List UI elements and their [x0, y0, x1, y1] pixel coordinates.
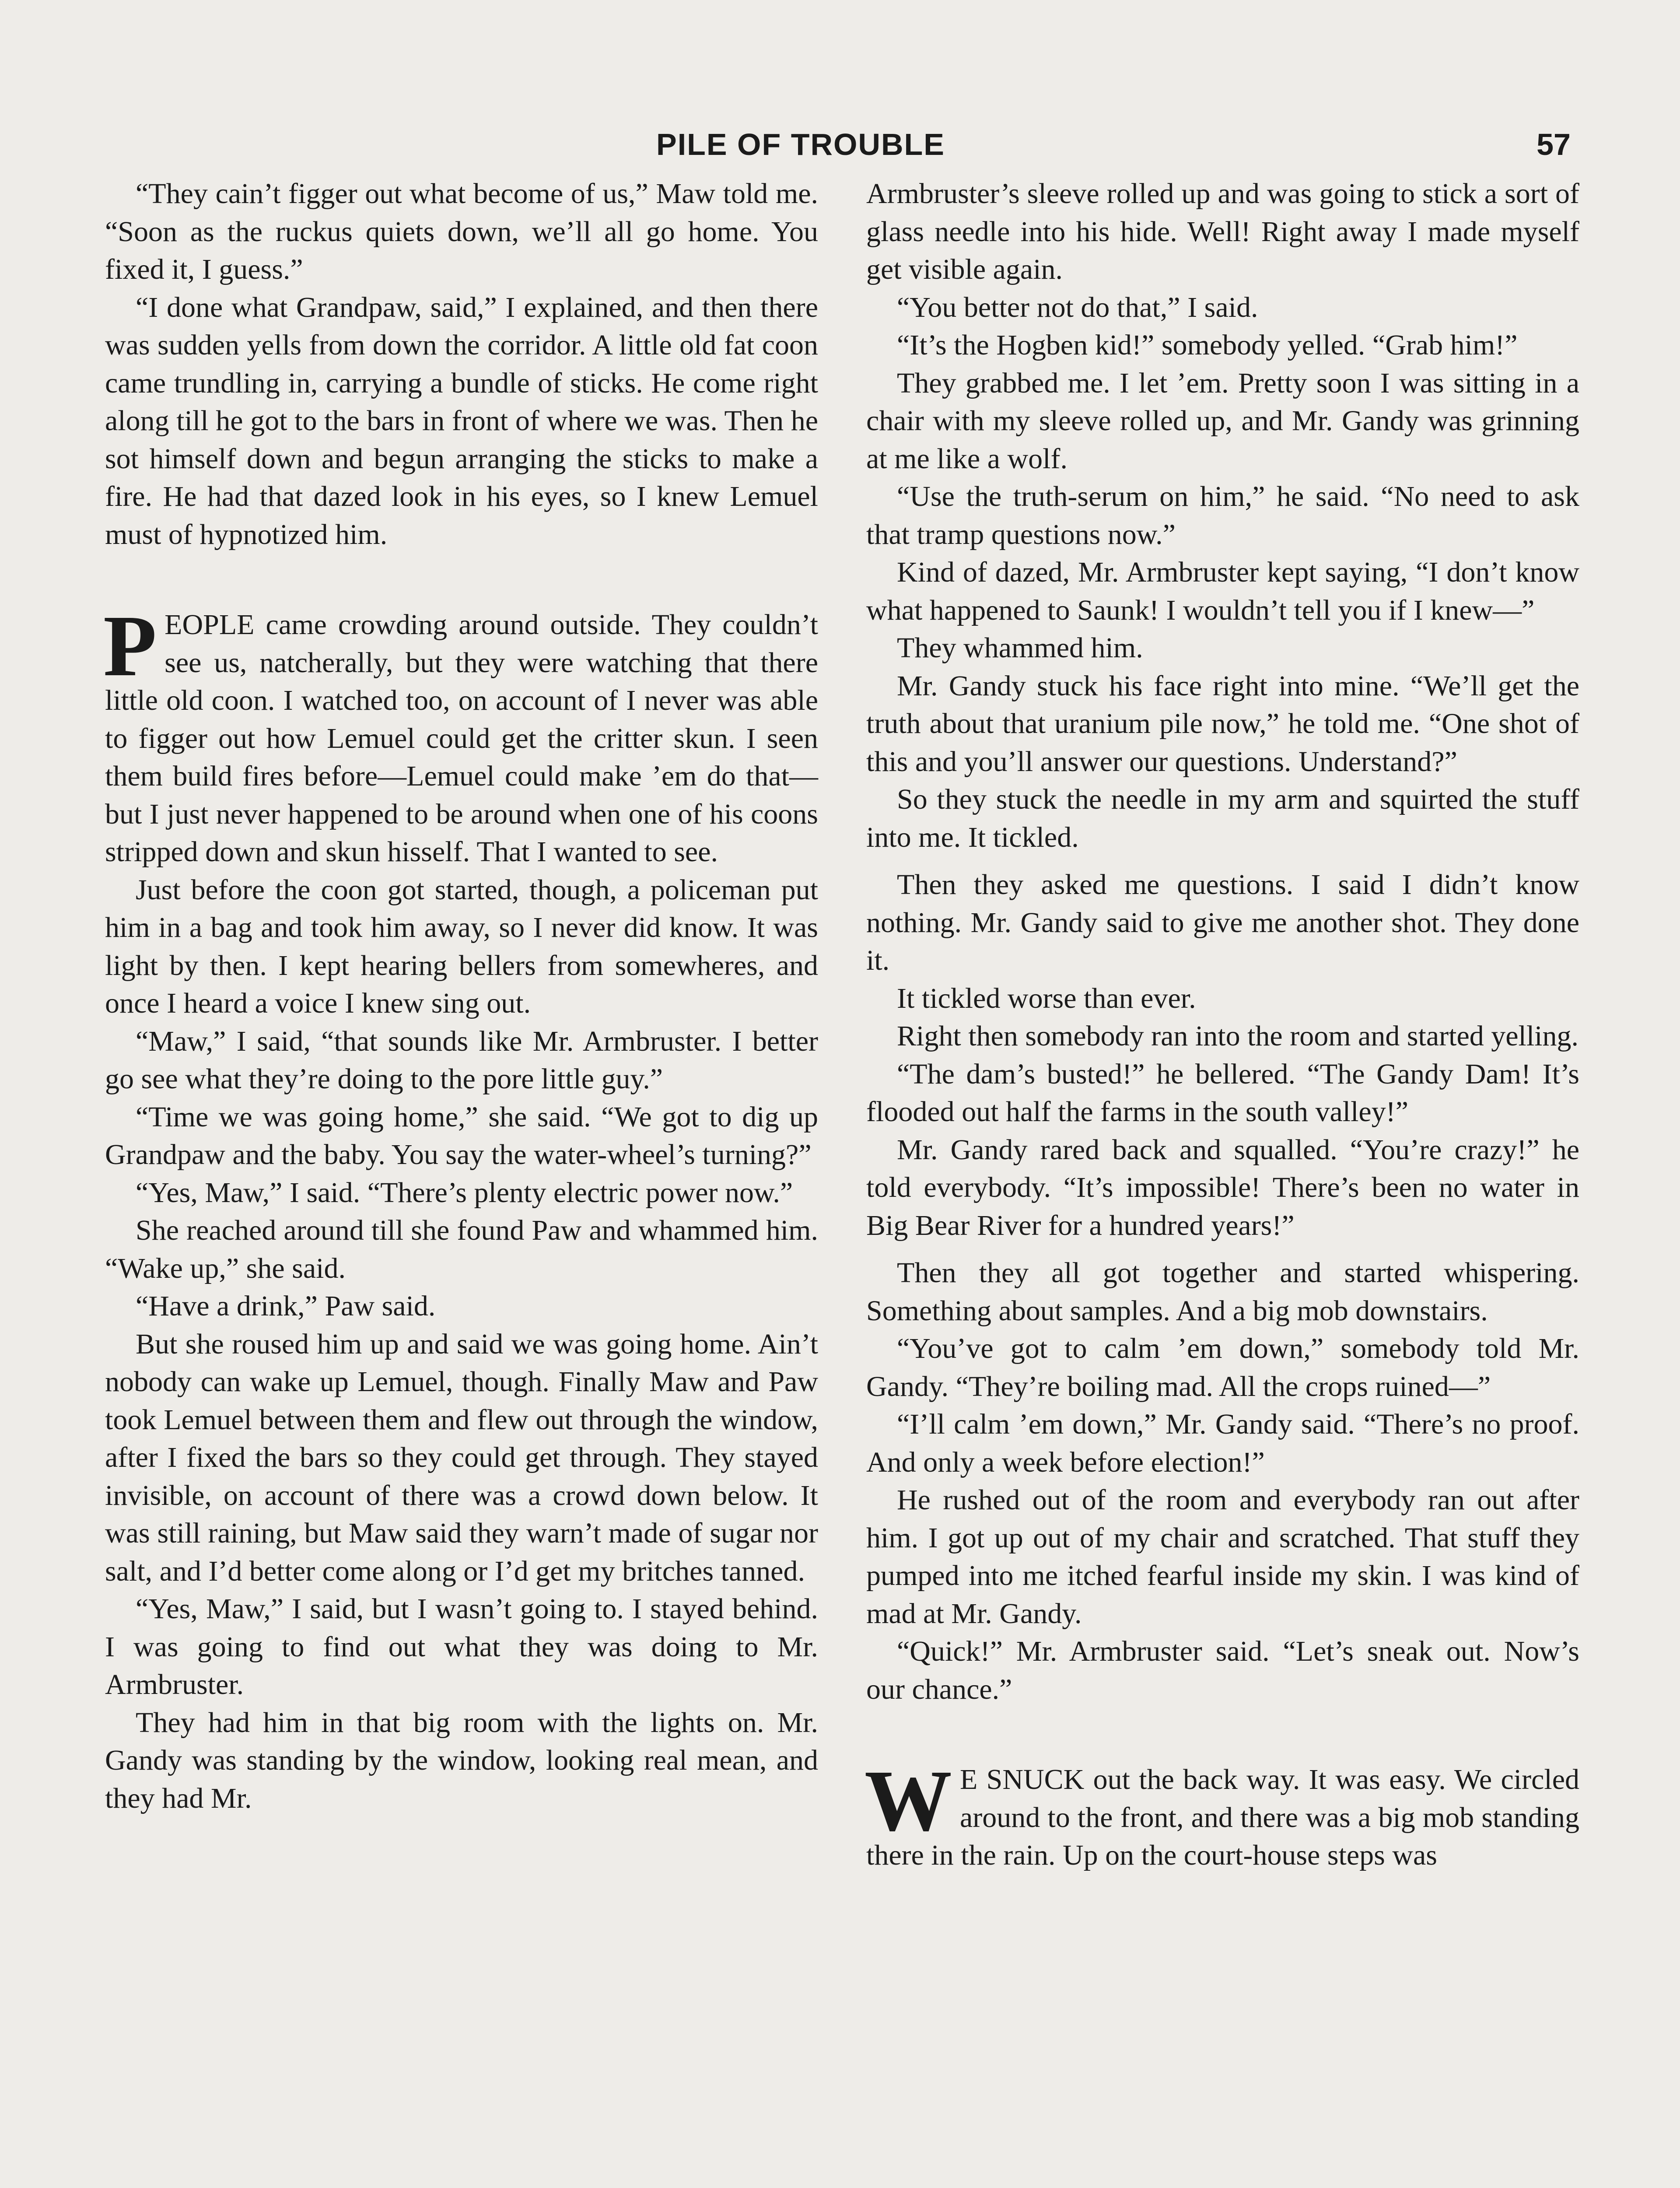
paragraph-text: Mr. Gandy stuck his face right into mine. “We’ll get the truth about that uranium pile now,” he told me. “One shot of this and you’ll answer our questions. Understand?” [866, 670, 1579, 778]
paragraph-text: “Yes, Maw,” I said. “There’s plenty electric power now.” [136, 1176, 793, 1209]
right-text-column [866, 175, 1579, 1875]
drop-cap: P [103, 598, 157, 694]
page-number: 57 [1536, 127, 1571, 161]
left-text-column [105, 175, 818, 1817]
paragraph-text: Then they all got together and started whispering. Something about samples. And a big mob downstairs. [866, 1257, 1579, 1327]
paragraph [105, 871, 818, 1023]
drop-cap: W [864, 1753, 952, 1849]
paragraph [866, 980, 1579, 1018]
paragraph [105, 1287, 818, 1325]
paragraph-text: “Time we was going home,” she said. “We got to dig up Grandpaw and the baby. You say the water-wheel’s turning?” [105, 1101, 818, 1171]
paragraph [866, 1131, 1579, 1245]
paragraph [866, 629, 1579, 667]
paragraph-text: It tickled worse than ever. [897, 982, 1196, 1014]
paragraph-text: Then they asked me questions. I said I didn’t know nothing. Mr. Gandy said to give me another shot. They done it. [866, 869, 1579, 976]
paragraph [866, 1633, 1579, 1708]
paragraph-text: “Maw,” I said, “that sounds like Mr. Armbruster. I better go see what they’re doing to the pore little guy.” [105, 1025, 818, 1095]
paragraph-text: “You’ve got to calm ’em down,” somebody told Mr. Gandy. “They’re boiling mad. All the crops ruined—” [866, 1332, 1579, 1403]
running-title: PILE OF TROUBLE [656, 127, 945, 161]
paragraph-text: E SNUCK out the back way. It was easy. We circled around to the front, and there was a big mob standing there in the rain. Up on the court-house steps was [866, 1764, 1579, 1871]
paragraph-text: So they stuck the needle in my arm and squirted the stuff into me. It tickled. [866, 783, 1579, 853]
paragraph [105, 1023, 818, 1098]
paragraph-text: “Have a drink,” Paw said. [136, 1290, 436, 1322]
paragraph-text: He rushed out of the room and everybody ran out after him. I got up out of my chair and scratched. That stuff they pumped into me itched fearful inside my skin. I was kind of mad at Mr. Gandy. [866, 1484, 1579, 1630]
paragraph [105, 1174, 818, 1212]
paragraph-text: Just before the coon got started, though, a policeman put him in a bag and took him away, so I never did know. It was light by then. I kept hearing bellers from somewheres, and once I heard a voice I knew sing out. [105, 873, 818, 1019]
paragraph [866, 478, 1579, 554]
paragraph-text: But she roused him up and said we was going home. Ain’t nobody can wake up Lemuel, though. Finally Maw and Paw took Lemuel between them and flew out through the window, after I fixed the bars so they could get through. They stayed invisible, on account of there was a crowd down below. It was still raining, but Maw said they warn’t made of sugar nor salt, and I’d better come along or I’d get my britches tanned. [105, 1328, 818, 1587]
paragraph [864, 1753, 1579, 1875]
paragraph-text: They grabbed me. I let ’em. Pretty soon I was sitting in a chair with my sleeve rolled up, and Mr. Gandy was grinning at me like a wolf. [866, 367, 1579, 475]
paragraph [105, 1098, 818, 1174]
paragraph [866, 866, 1579, 980]
paragraph-text: She reached around till she found Paw and whammed him. “Wake up,” she said. [105, 1214, 818, 1284]
paragraph-text: Kind of dazed, Mr. Armbruster kept saying, “I don’t know what happened to Saunk! I wouldn’t tell you if I knew—” [866, 556, 1579, 626]
paragraph [866, 326, 1579, 365]
paragraph [866, 554, 1579, 629]
paragraph [105, 1325, 818, 1591]
paragraph [866, 1330, 1579, 1406]
paragraph-text: “The dam’s busted!” he bellered. “The Gandy Dam! It’s flooded out half the farms in the south valley!” [866, 1058, 1579, 1128]
paragraph-text: They had him in that big room with the lights on. Mr. Gandy was standing by the window, looking real mean, and they had Mr. [105, 1706, 818, 1814]
paragraph-text: “Quick!” Mr. Armbruster said. “Let’s sneak out. Now’s our chance.” [866, 1635, 1579, 1705]
paragraph-text: “Yes, Maw,” I said, but I wasn’t going to. I stayed behind. I was going to find out what they was doing to Mr. Armbruster. [105, 1593, 818, 1701]
paragraph [866, 289, 1579, 327]
paragraph-text: Armbruster’s sleeve rolled up and was going to stick a sort of glass needle into his hide. Well! Right away I made myself get visible again. [866, 178, 1579, 285]
paragraph-text: “I done what Grandpaw, said,” I explained, and then there was sudden yells from down the corridor. A little old fat coon came trundling in, carrying a bundle of sticks. He come right along till he got to the bars in front of where we was. Then he sot himself down and begun arranging the sticks to make a fire. He had that dazed look in his eyes, so I knew Lemuel must of hypnotized him. [105, 291, 818, 551]
paragraph-text: They whammed him. [897, 632, 1143, 664]
paragraph [105, 1704, 818, 1818]
paragraph-text: “It’s the Hogben kid!” somebody yelled. “Grab him!” [897, 329, 1518, 361]
paragraph [866, 1017, 1579, 1055]
paragraph [866, 1055, 1579, 1131]
paragraph [866, 1254, 1579, 1330]
paragraph [105, 1590, 818, 1704]
paragraph [105, 1212, 818, 1287]
paragraph [105, 289, 818, 554]
paragraph-text: “They cain’t figger out what become of us,” Maw told me. “Soon as the ruckus quiets down, we’ll all go home. You fixed it, I guess.” [105, 178, 818, 285]
paragraph-text: “I’ll calm ’em down,” Mr. Gandy said. “There’s no proof. And only a week before election!” [866, 1408, 1579, 1478]
paragraph [866, 1481, 1579, 1633]
paragraph [866, 365, 1579, 478]
paragraph [866, 1406, 1579, 1481]
paragraph [866, 667, 1579, 781]
paragraph-text: Mr. Gandy rared back and squalled. “You’re crazy!” he told everybody. “It’s impossible! There’s been no water in Big Bear River for a hundred years!” [866, 1133, 1579, 1241]
paragraph-text: Right then somebody ran into the room and started yelling. [897, 1020, 1579, 1052]
paragraph [105, 175, 818, 289]
paragraph-text: EOPLE came crowding around outside. They couldn’t see us, natcherally, but they were watching that there little old coon. I watched too, on account of I never was able to figger out how Lemuel could get the critter skun. I seen them build fires before—Lemuel could make ’em do that—but I just never happened to be around when one of his coons stripped down and skun hisself. That I wanted to see. [105, 609, 818, 868]
paragraph [103, 598, 818, 871]
paragraph [866, 175, 1579, 289]
paragraph [866, 781, 1579, 856]
paragraph-text: “Use the truth-serum on him,” he said. “No need to ask that tramp questions now.” [866, 480, 1579, 551]
paragraph-text: “You better not do that,” I said. [897, 291, 1258, 323]
